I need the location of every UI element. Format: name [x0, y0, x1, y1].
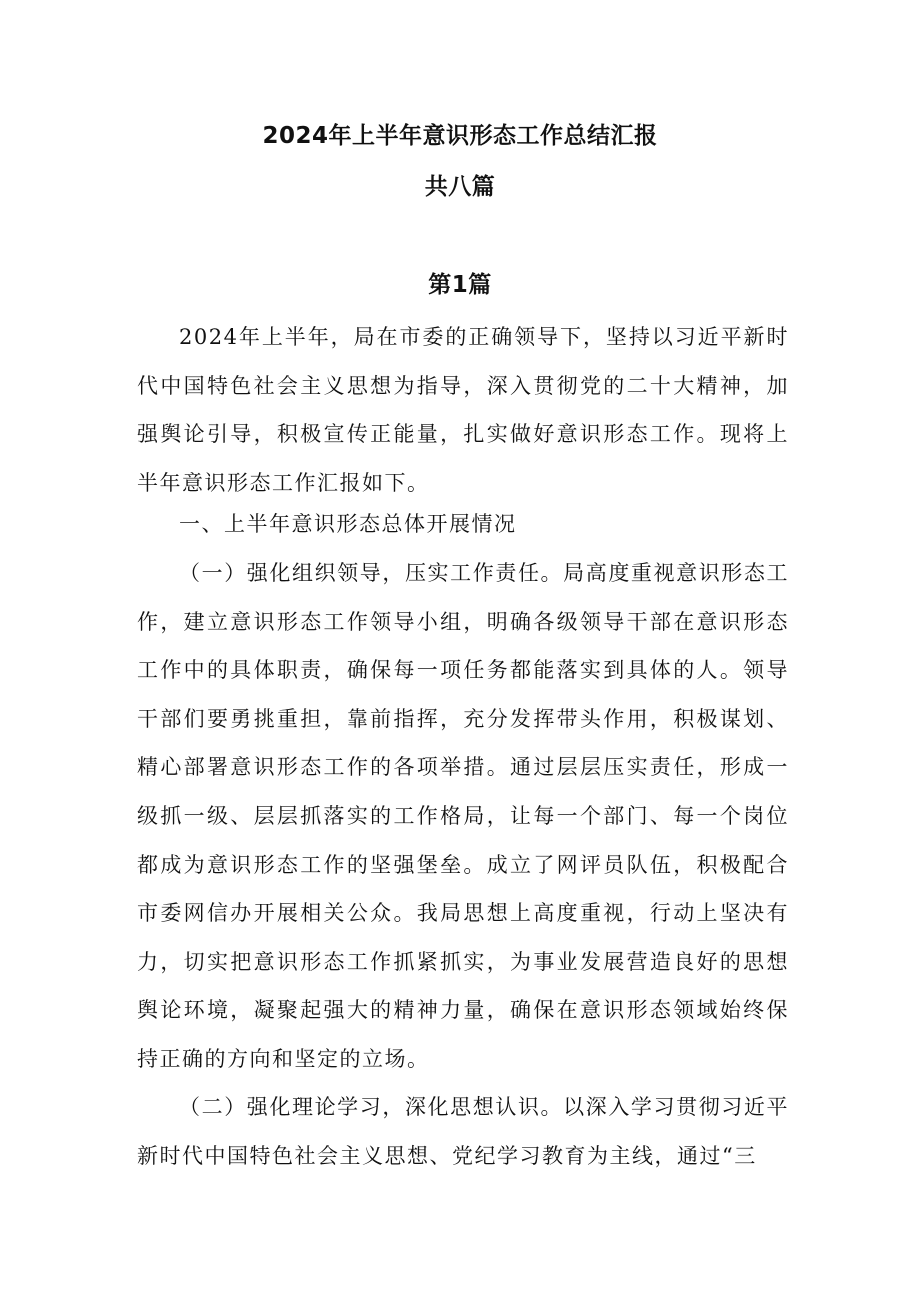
- item-one-paragraph: （一）强化组织领导，压实工作责任。局高度重视意识形态工作，建立意识形态工作领导小组，明确各级领导干部在意识形态工作中的具体职责，确保每一项任务都能落实到具体的人。领导干部们要勇挑重担，靠前指挥，充分发挥带头作用，积极谋划、精心部署意识形态工作的各项举措。通过层层压实责任，形成一级抓一级、层层抓落实的工作格局，让每一个部门、每一个岗位都成为意识形态工作的坚强堡垒。成立了网评员队伍，积极配合市委网信办开展相关公众。我局思想上高度重视，行动上坚决有力，切实把意识形态工作抓紧抓实，为事业发展营造良好的思想舆论环境，凝聚起强大的精神力量，确保在意识形态领域始终保持正确的方向和坚定的立场。: [137, 561, 789, 1071]
- document-title: 2024年上半年意识形态工作总结汇报: [262, 123, 658, 149]
- part-one-heading: 一、上半年意识形态总体开展情况: [179, 512, 517, 536]
- section-heading: 第1篇: [428, 272, 492, 298]
- item-two-paragraph: （二）强化理论学习，深化思想认识。以深入学习贯彻习近平新时代中国特色社会主义思想、党纪学习教育为主线，通过“三: [137, 1095, 789, 1168]
- document-subtitle: 共八篇: [424, 174, 496, 200]
- intro-paragraph: 2024年上半年，局在市委的正确领导下，坚持以习近平新时代中国特色社会主义思想为指导，深入贯彻党的二十大精神，加强舆论引导，积极宣传正能量，扎实做好意识形态工作。现将上半年意识形态工作汇报如下。: [137, 325, 789, 495]
